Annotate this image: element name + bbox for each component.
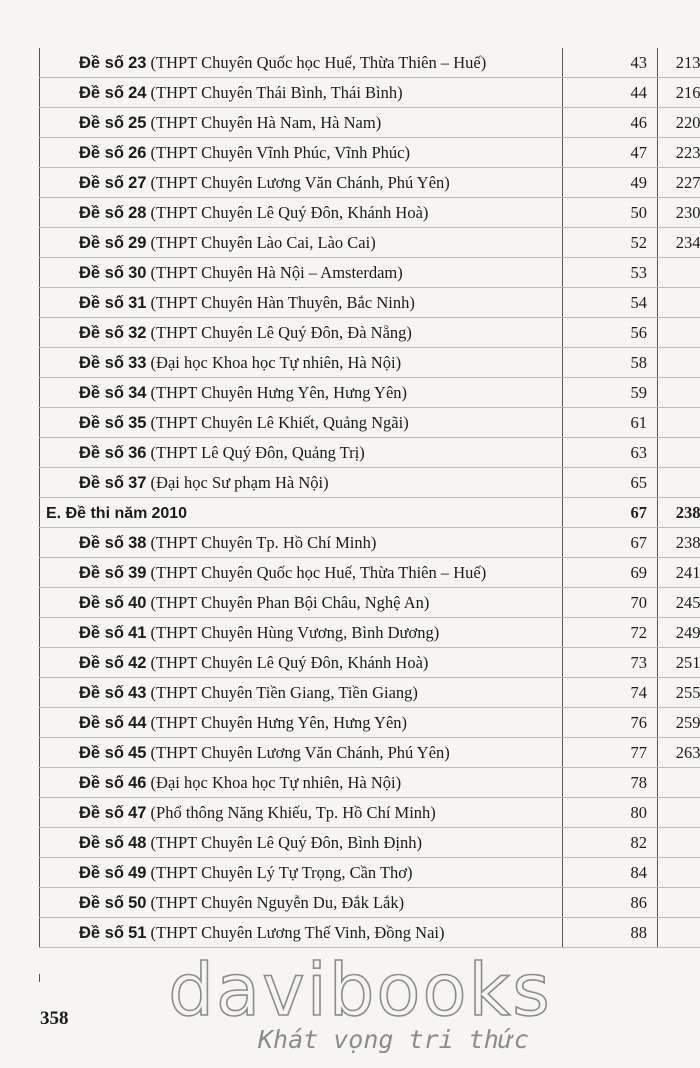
entry-label: Đề số: [79, 473, 124, 492]
answer-page-cell: [658, 858, 700, 888]
entry-school: (THPT Chuyên Phan Bội Châu, Nghệ An): [150, 592, 430, 612]
entry-number: 41: [128, 623, 147, 642]
entry-number: 49: [128, 863, 147, 882]
toc-row: [40, 108, 700, 138]
question-page-cell: 70: [563, 588, 658, 618]
toc-row: [40, 318, 700, 348]
entry-number: 34: [128, 383, 147, 402]
toc-row: [40, 48, 700, 78]
toc-row: [40, 828, 700, 858]
question-page-cell: 84: [563, 858, 658, 888]
answer-page-cell: 213: [658, 48, 700, 78]
toc-title-cell: [40, 648, 563, 678]
entry-number: 42: [128, 653, 147, 672]
question-page-cell: 46: [563, 108, 658, 138]
entry-school: (THPT Chuyên Lương Văn Chánh, Phú Yên): [150, 742, 450, 762]
toc-title-cell: [40, 678, 563, 708]
question-page-cell: 80: [563, 798, 658, 828]
entry-school: (THPT Chuyên Lương Thế Vinh, Đồng Nai): [150, 922, 445, 942]
toc-row: [40, 168, 700, 198]
question-page-cell: 54: [563, 288, 658, 318]
watermark-slogan: Khát vọng tri thức: [258, 1025, 529, 1054]
entry-school: (THPT Chuyên Hưng Yên, Hưng Yên): [150, 712, 408, 732]
question-page-cell: 52: [563, 228, 658, 258]
answer-page-cell: [658, 798, 700, 828]
question-page-cell: 50: [563, 198, 658, 228]
entry-label: Đề số: [79, 713, 124, 732]
answer-page-cell: 220: [658, 108, 700, 138]
entry-label: Đề số: [79, 203, 124, 222]
toc-row: [40, 648, 700, 678]
answer-page-cell: [658, 828, 700, 858]
entry-label: Đề số: [79, 53, 124, 72]
entry-number: 35: [128, 413, 147, 432]
toc-title-cell: [40, 708, 563, 738]
toc-title-cell: [40, 888, 563, 918]
answer-page-cell: 238: [658, 528, 700, 558]
toc-row: [40, 348, 700, 378]
answer-page-cell: [658, 408, 700, 438]
entry-school: (Đại học Khoa học Tự nhiên, Hà Nội): [150, 772, 402, 792]
entry-number: 47: [128, 803, 147, 822]
toc-row: [40, 528, 700, 558]
toc-row: [40, 78, 700, 108]
entry-label: Đề số: [79, 323, 124, 342]
question-page-cell: 61: [563, 408, 658, 438]
toc-row: [40, 558, 700, 588]
entry-number: 24: [128, 83, 147, 102]
entry-school: (Đại học Sư phạm Hà Nội): [150, 472, 329, 492]
toc-title-cell: [40, 198, 563, 228]
entry-number: 51: [128, 923, 147, 942]
entry-label: Đề số: [79, 833, 124, 852]
entry-label: Đề số: [79, 803, 124, 822]
entry-school: (Phổ thông Năng Khiếu, Tp. Hồ Chí Minh): [150, 802, 436, 822]
entry-school: (THPT Chuyên Quốc học Huế, Thừa Thiên – Huế): [150, 562, 487, 582]
toc-title-cell: [40, 108, 563, 138]
toc-row: [40, 858, 700, 888]
entry-school: (THPT Chuyên Nguyễn Du, Đắk Lắk): [150, 892, 405, 912]
answer-page-cell: 251: [658, 648, 700, 678]
entry-label: Đề số: [79, 593, 124, 612]
question-page-cell: 77: [563, 738, 658, 768]
entry-label: Đề số: [79, 563, 124, 582]
entry-number: 50: [128, 893, 147, 912]
entry-label: Đề số: [79, 113, 124, 132]
toc-title-cell: [40, 258, 563, 288]
answer-page-cell: 230: [658, 198, 700, 228]
toc-title-cell: [40, 138, 563, 168]
answer-page-cell: 216: [658, 78, 700, 108]
question-page-cell: 69: [563, 558, 658, 588]
entry-school: (THPT Chuyên Thái Bình, Thái Bình): [150, 82, 403, 102]
entry-label: Đề số: [79, 263, 124, 282]
entry-number: 38: [128, 533, 147, 552]
toc-row: [40, 408, 700, 438]
entry-label: Đề số: [79, 683, 124, 702]
question-page-cell: 78: [563, 768, 658, 798]
toc-body: [40, 48, 700, 948]
toc-title-cell: [40, 618, 563, 648]
entry-school: (THPT Chuyên Lê Khiết, Quảng Ngãi): [150, 412, 409, 432]
entry-number: 43: [128, 683, 147, 702]
entry-number: 44: [128, 713, 147, 732]
question-page-cell: 53: [563, 258, 658, 288]
entry-number: 46: [128, 773, 147, 792]
toc-title-cell: [40, 78, 563, 108]
entry-label: Đề số: [79, 743, 124, 762]
toc-title-cell: [40, 408, 563, 438]
entry-school: (THPT Chuyên Quốc học Huế, Thừa Thiên – Huế): [150, 52, 487, 72]
table-left-border-tail: [39, 974, 40, 982]
question-page-cell: 47: [563, 138, 658, 168]
question-page-cell: 65: [563, 468, 658, 498]
entry-number: 26: [128, 143, 147, 162]
toc-title-cell: [40, 468, 563, 498]
answer-page-cell: [658, 318, 700, 348]
entry-label: Đề số: [79, 383, 124, 402]
answer-page-cell: [658, 918, 700, 948]
question-page-cell: 59: [563, 378, 658, 408]
toc-title-cell: [40, 168, 563, 198]
entry-number: 30: [128, 263, 147, 282]
answer-page-cell: 238: [658, 498, 700, 528]
question-page-cell: 49: [563, 168, 658, 198]
answer-page-cell: [658, 468, 700, 498]
entry-school: (THPT Chuyên Hàn Thuyên, Bắc Ninh): [150, 292, 415, 312]
toc-row: [40, 888, 700, 918]
entry-label: Đề số: [79, 923, 124, 942]
entry-number: 31: [128, 293, 147, 312]
toc-title-cell: [40, 228, 563, 258]
question-page-cell: 82: [563, 828, 658, 858]
question-page-cell: 73: [563, 648, 658, 678]
toc-title-cell: [40, 498, 563, 528]
entry-school: (THPT Lê Quý Đôn, Quảng Trị): [150, 442, 365, 462]
toc-row: [40, 738, 700, 768]
entry-label: Đề số: [79, 173, 124, 192]
answer-page-cell: 255: [658, 678, 700, 708]
answer-page-cell: 259: [658, 708, 700, 738]
entry-school: (THPT Chuyên Lê Quý Đôn, Khánh Hoà): [150, 202, 429, 222]
answer-page-cell: [658, 768, 700, 798]
toc-title-cell: [40, 348, 563, 378]
question-page-cell: 74: [563, 678, 658, 708]
toc-row: [40, 678, 700, 708]
question-page-cell: 43: [563, 48, 658, 78]
entry-label: Đề số: [79, 353, 124, 372]
toc-row: [40, 438, 700, 468]
entry-school: (THPT Chuyên Lương Văn Chánh, Phú Yên): [150, 172, 450, 192]
entry-label: Đề số: [79, 293, 124, 312]
question-page-cell: 86: [563, 888, 658, 918]
toc-row: [40, 138, 700, 168]
toc-title-cell: [40, 588, 563, 618]
toc-title-cell: [40, 378, 563, 408]
toc-title-cell: [40, 528, 563, 558]
entry-number: 25: [128, 113, 147, 132]
entry-label: Đề số: [79, 83, 124, 102]
answer-page-cell: [658, 438, 700, 468]
toc-row: [40, 228, 700, 258]
section-year: 2010: [151, 504, 188, 522]
toc-row: [40, 468, 700, 498]
entry-school: (Đại học Khoa học Tự nhiên, Hà Nội): [150, 352, 402, 372]
toc-section-row: [40, 498, 700, 528]
question-page-cell: 88: [563, 918, 658, 948]
section-label: E. Đề thi năm: [46, 504, 148, 522]
answer-page-cell: 263: [658, 738, 700, 768]
entry-label: Đề số: [79, 143, 124, 162]
entry-label: Đề số: [79, 773, 124, 792]
question-page-cell: 67: [563, 498, 658, 528]
toc-title-cell: [40, 738, 563, 768]
entry-school: (THPT Chuyên Lê Quý Đôn, Khánh Hoà): [150, 652, 429, 672]
toc-title-cell: [40, 288, 563, 318]
toc-title-cell: [40, 918, 563, 948]
toc-title-cell: [40, 558, 563, 588]
toc-title-cell: [40, 318, 563, 348]
answer-page-cell: [658, 348, 700, 378]
entry-label: Đề số: [79, 623, 124, 642]
toc-row: [40, 198, 700, 228]
entry-label: Đề số: [79, 863, 124, 882]
toc-table: [39, 48, 700, 948]
entry-number: 28: [128, 203, 147, 222]
question-page-cell: 72: [563, 618, 658, 648]
entry-number: 36: [128, 443, 147, 462]
question-page-cell: 44: [563, 78, 658, 108]
answer-page-cell: 249: [658, 618, 700, 648]
toc-title-cell: [40, 798, 563, 828]
entry-number: 33: [128, 353, 147, 372]
question-page-cell: 76: [563, 708, 658, 738]
toc-row: [40, 918, 700, 948]
entry-school: (THPT Chuyên Lê Quý Đôn, Bình Định): [150, 832, 423, 852]
answer-page-cell: [658, 378, 700, 408]
entry-number: 37: [128, 473, 147, 492]
entry-school: (THPT Chuyên Vĩnh Phúc, Vĩnh Phúc): [150, 142, 410, 162]
entry-number: 45: [128, 743, 147, 762]
entry-label: Đề số: [79, 233, 124, 252]
entry-number: 29: [128, 233, 147, 252]
answer-page-cell: [658, 888, 700, 918]
toc-row: [40, 798, 700, 828]
entry-label: Đề số: [79, 893, 124, 912]
entry-school: (THPT Chuyên Lào Cai, Lào Cai): [150, 232, 376, 252]
toc-row: [40, 708, 700, 738]
toc-title-cell: [40, 858, 563, 888]
entry-number: 32: [128, 323, 147, 342]
question-page-cell: 67: [563, 528, 658, 558]
toc-row: [40, 258, 700, 288]
entry-label: Đề số: [79, 533, 124, 552]
toc-title-cell: [40, 48, 563, 78]
entry-school: (THPT Chuyên Hà Nội – Amsterdam): [150, 262, 403, 282]
entry-school: (THPT Chuyên Lê Quý Đôn, Đà Nẵng): [150, 322, 412, 342]
entry-number: 40: [128, 593, 147, 612]
entry-school: (THPT Chuyên Hà Nam, Hà Nam): [150, 112, 382, 132]
toc-row: [40, 378, 700, 408]
entry-number: 23: [128, 53, 147, 72]
answer-page-cell: 245: [658, 588, 700, 618]
answer-page-cell: 223: [658, 138, 700, 168]
entry-school: (THPT Chuyên Hưng Yên, Hưng Yên): [150, 382, 408, 402]
answer-page-cell: [658, 258, 700, 288]
page-number: 358: [40, 1008, 69, 1029]
toc-title-cell: [40, 768, 563, 798]
answer-page-cell: [658, 288, 700, 318]
toc-row: [40, 588, 700, 618]
watermark-logo: davibooks: [168, 948, 552, 1032]
entry-number: 27: [128, 173, 147, 192]
toc-title-cell: [40, 828, 563, 858]
entry-number: 48: [128, 833, 147, 852]
entry-label: Đề số: [79, 413, 124, 432]
entry-school: (THPT Chuyên Tiền Giang, Tiền Giang): [150, 682, 418, 702]
entry-label: Đề số: [79, 653, 124, 672]
answer-page-cell: 241: [658, 558, 700, 588]
toc-row: [40, 288, 700, 318]
entry-number: 39: [128, 563, 147, 582]
answer-page-cell: 227: [658, 168, 700, 198]
question-page-cell: 63: [563, 438, 658, 468]
toc-title-cell: [40, 438, 563, 468]
toc-row: [40, 618, 700, 648]
entry-school: (THPT Chuyên Hùng Vương, Bình Dương): [150, 622, 440, 642]
entry-label: Đề số: [79, 443, 124, 462]
entry-school: (THPT Chuyên Tp. Hồ Chí Minh): [150, 532, 377, 552]
question-page-cell: 56: [563, 318, 658, 348]
entry-school: (THPT Chuyên Lý Tự Trọng, Cần Thơ): [150, 862, 413, 882]
question-page-cell: 58: [563, 348, 658, 378]
toc-row: [40, 768, 700, 798]
answer-page-cell: 234: [658, 228, 700, 258]
